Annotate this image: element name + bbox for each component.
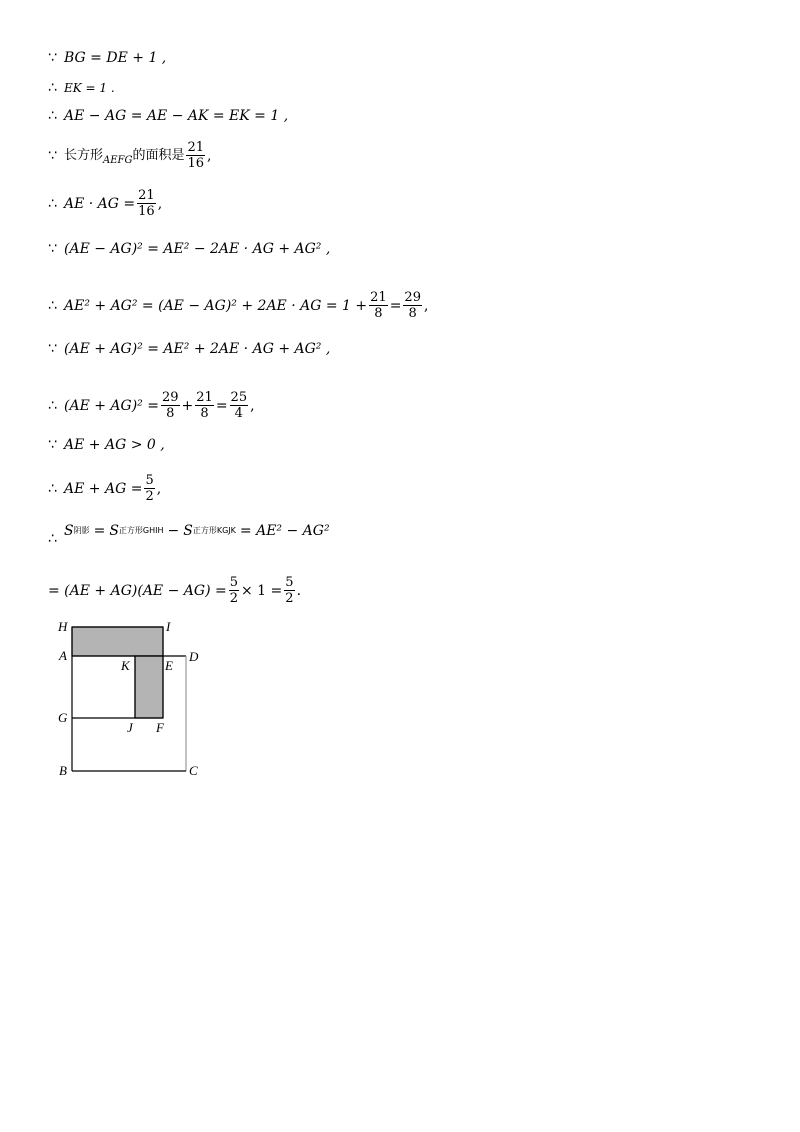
fraction-denominator: 2 — [285, 591, 294, 606]
therefore-symbol: ∴ — [48, 397, 57, 414]
comma: , — [250, 397, 255, 414]
therefore-symbol: ∴ — [48, 80, 57, 96]
fraction-denominator: 2 — [145, 489, 154, 504]
therefore-symbol: ∴ — [48, 195, 57, 212]
square-subscript: 正方形KGJK — [192, 526, 236, 535]
therefore-symbol: ∴ — [48, 480, 57, 497]
label-k: K — [121, 658, 130, 673]
label-g: G — [58, 710, 68, 725]
step-line-2 — [48, 79, 115, 97]
step-expression: AE² + AG² = (AE − AG)² + 2AE · AG = 1 + — [64, 297, 368, 314]
step-line-7 — [48, 290, 428, 321]
fraction-numerator: 25 — [230, 390, 248, 405]
fraction-denominator: 4 — [234, 406, 243, 421]
label-i: I — [166, 619, 171, 634]
therefore-symbol: ∴ — [48, 531, 57, 547]
fraction-numerator: 5 — [229, 575, 238, 590]
fraction-5-2 — [284, 575, 294, 606]
fraction-numerator: 21 — [187, 140, 205, 155]
equals-sign: = — [215, 397, 228, 414]
fraction-29-8 — [403, 290, 422, 321]
fraction-21-8 — [369, 290, 388, 321]
fraction-denominator: 2 — [229, 591, 238, 606]
period: . — [296, 582, 302, 599]
times-one: × 1 = — [241, 582, 283, 599]
area-symbol: S — [64, 523, 74, 539]
because-symbol: ∵ — [48, 437, 57, 453]
comma: , — [423, 297, 429, 314]
step-line-1 — [48, 49, 166, 67]
comma: , — [156, 480, 162, 497]
label-c: C — [189, 763, 198, 778]
rectangle-word: 长方形 — [64, 147, 104, 163]
fraction-denominator: 16 — [138, 204, 155, 219]
step-expression: = AE² − AG² — [239, 523, 330, 539]
step-line-9 — [48, 390, 255, 421]
therefore-symbol: ∴ — [48, 108, 57, 124]
step-expression: AE + AG > 0 , — [64, 437, 165, 453]
because-symbol: ∵ — [48, 341, 57, 357]
square-subscript: 正方形GHIH — [118, 526, 164, 535]
fraction-numerator: 21 — [370, 290, 387, 305]
because-symbol: ∵ — [48, 50, 57, 66]
fraction-21-16 — [137, 188, 156, 219]
area-symbol: S — [109, 523, 119, 539]
area-symbol: S — [183, 523, 193, 539]
fraction-numerator: 21 — [196, 390, 213, 405]
rectangle-name: AEFG — [103, 154, 133, 166]
fraction-25-4 — [230, 390, 249, 421]
step-expression: AE − AG = AE − AK = EK = 1 , — [64, 108, 289, 124]
because-symbol: ∵ — [48, 147, 57, 164]
label-e: E — [165, 658, 173, 673]
minus-sign: − — [167, 523, 180, 539]
geometry-figure — [52, 614, 212, 784]
label-a: A — [59, 648, 67, 663]
shaded-subscript: 阴影 — [73, 526, 90, 535]
shaded-rectangle-top — [72, 627, 163, 656]
area-word: 的面积是 — [132, 147, 185, 163]
fraction-5-2 — [144, 473, 154, 504]
label-d: D — [189, 649, 199, 664]
fraction-numerator: 29 — [161, 390, 179, 405]
step-line-12 — [48, 522, 330, 547]
step-expression: BG = DE + 1 , — [64, 50, 167, 66]
equals-sign: = — [389, 297, 402, 314]
fraction-numerator: 29 — [404, 290, 421, 305]
therefore-symbol: ∴ — [48, 297, 57, 314]
label-f: F — [156, 720, 164, 735]
fraction-denominator: 8 — [166, 406, 175, 421]
step-expression: (AE − AG)² = AE² − 2AE · AG + AG² , — [64, 241, 331, 257]
comma: , — [207, 147, 212, 164]
step-expression: (AE + AG)² = AE² + 2AE · AG + AG² , — [64, 341, 331, 357]
fraction-denominator: 16 — [187, 156, 205, 171]
label-j: J — [127, 720, 133, 735]
step-line-6 — [48, 240, 330, 258]
step-expression: AE · AG = — [64, 195, 136, 212]
comma: , — [157, 195, 163, 212]
fraction-numerator: 21 — [138, 188, 155, 203]
fraction-29-8 — [161, 390, 180, 421]
step-line-10 — [48, 436, 165, 454]
step-expression: = (AE + AG)(AE − AG) = — [48, 582, 227, 599]
step-expression: EK = 1 . — [64, 81, 115, 95]
step-expression: (AE + AG)² = — [64, 397, 159, 414]
shaded-rectangle-side — [135, 656, 163, 718]
step-line-5 — [48, 188, 162, 219]
label-h: H — [58, 619, 68, 634]
fraction-21-8 — [195, 390, 214, 421]
fraction-5-2 — [229, 575, 239, 606]
step-line-11 — [48, 473, 161, 504]
fraction-21-16 — [186, 140, 205, 171]
fraction-denominator: 8 — [374, 306, 383, 321]
step-line-3 — [48, 107, 288, 125]
step-line-13 — [48, 575, 301, 606]
label-b: B — [59, 763, 67, 778]
equals-sign: = — [93, 523, 106, 539]
step-line-4 — [48, 140, 211, 171]
because-symbol: ∵ — [48, 241, 57, 257]
fraction-numerator: 5 — [145, 473, 154, 488]
step-expression: AE + AG = — [64, 480, 143, 497]
fraction-denominator: 8 — [408, 306, 417, 321]
fraction-denominator: 8 — [200, 406, 209, 421]
step-line-8 — [48, 340, 330, 358]
plus-sign: + — [181, 397, 194, 414]
fraction-numerator: 5 — [285, 575, 294, 590]
